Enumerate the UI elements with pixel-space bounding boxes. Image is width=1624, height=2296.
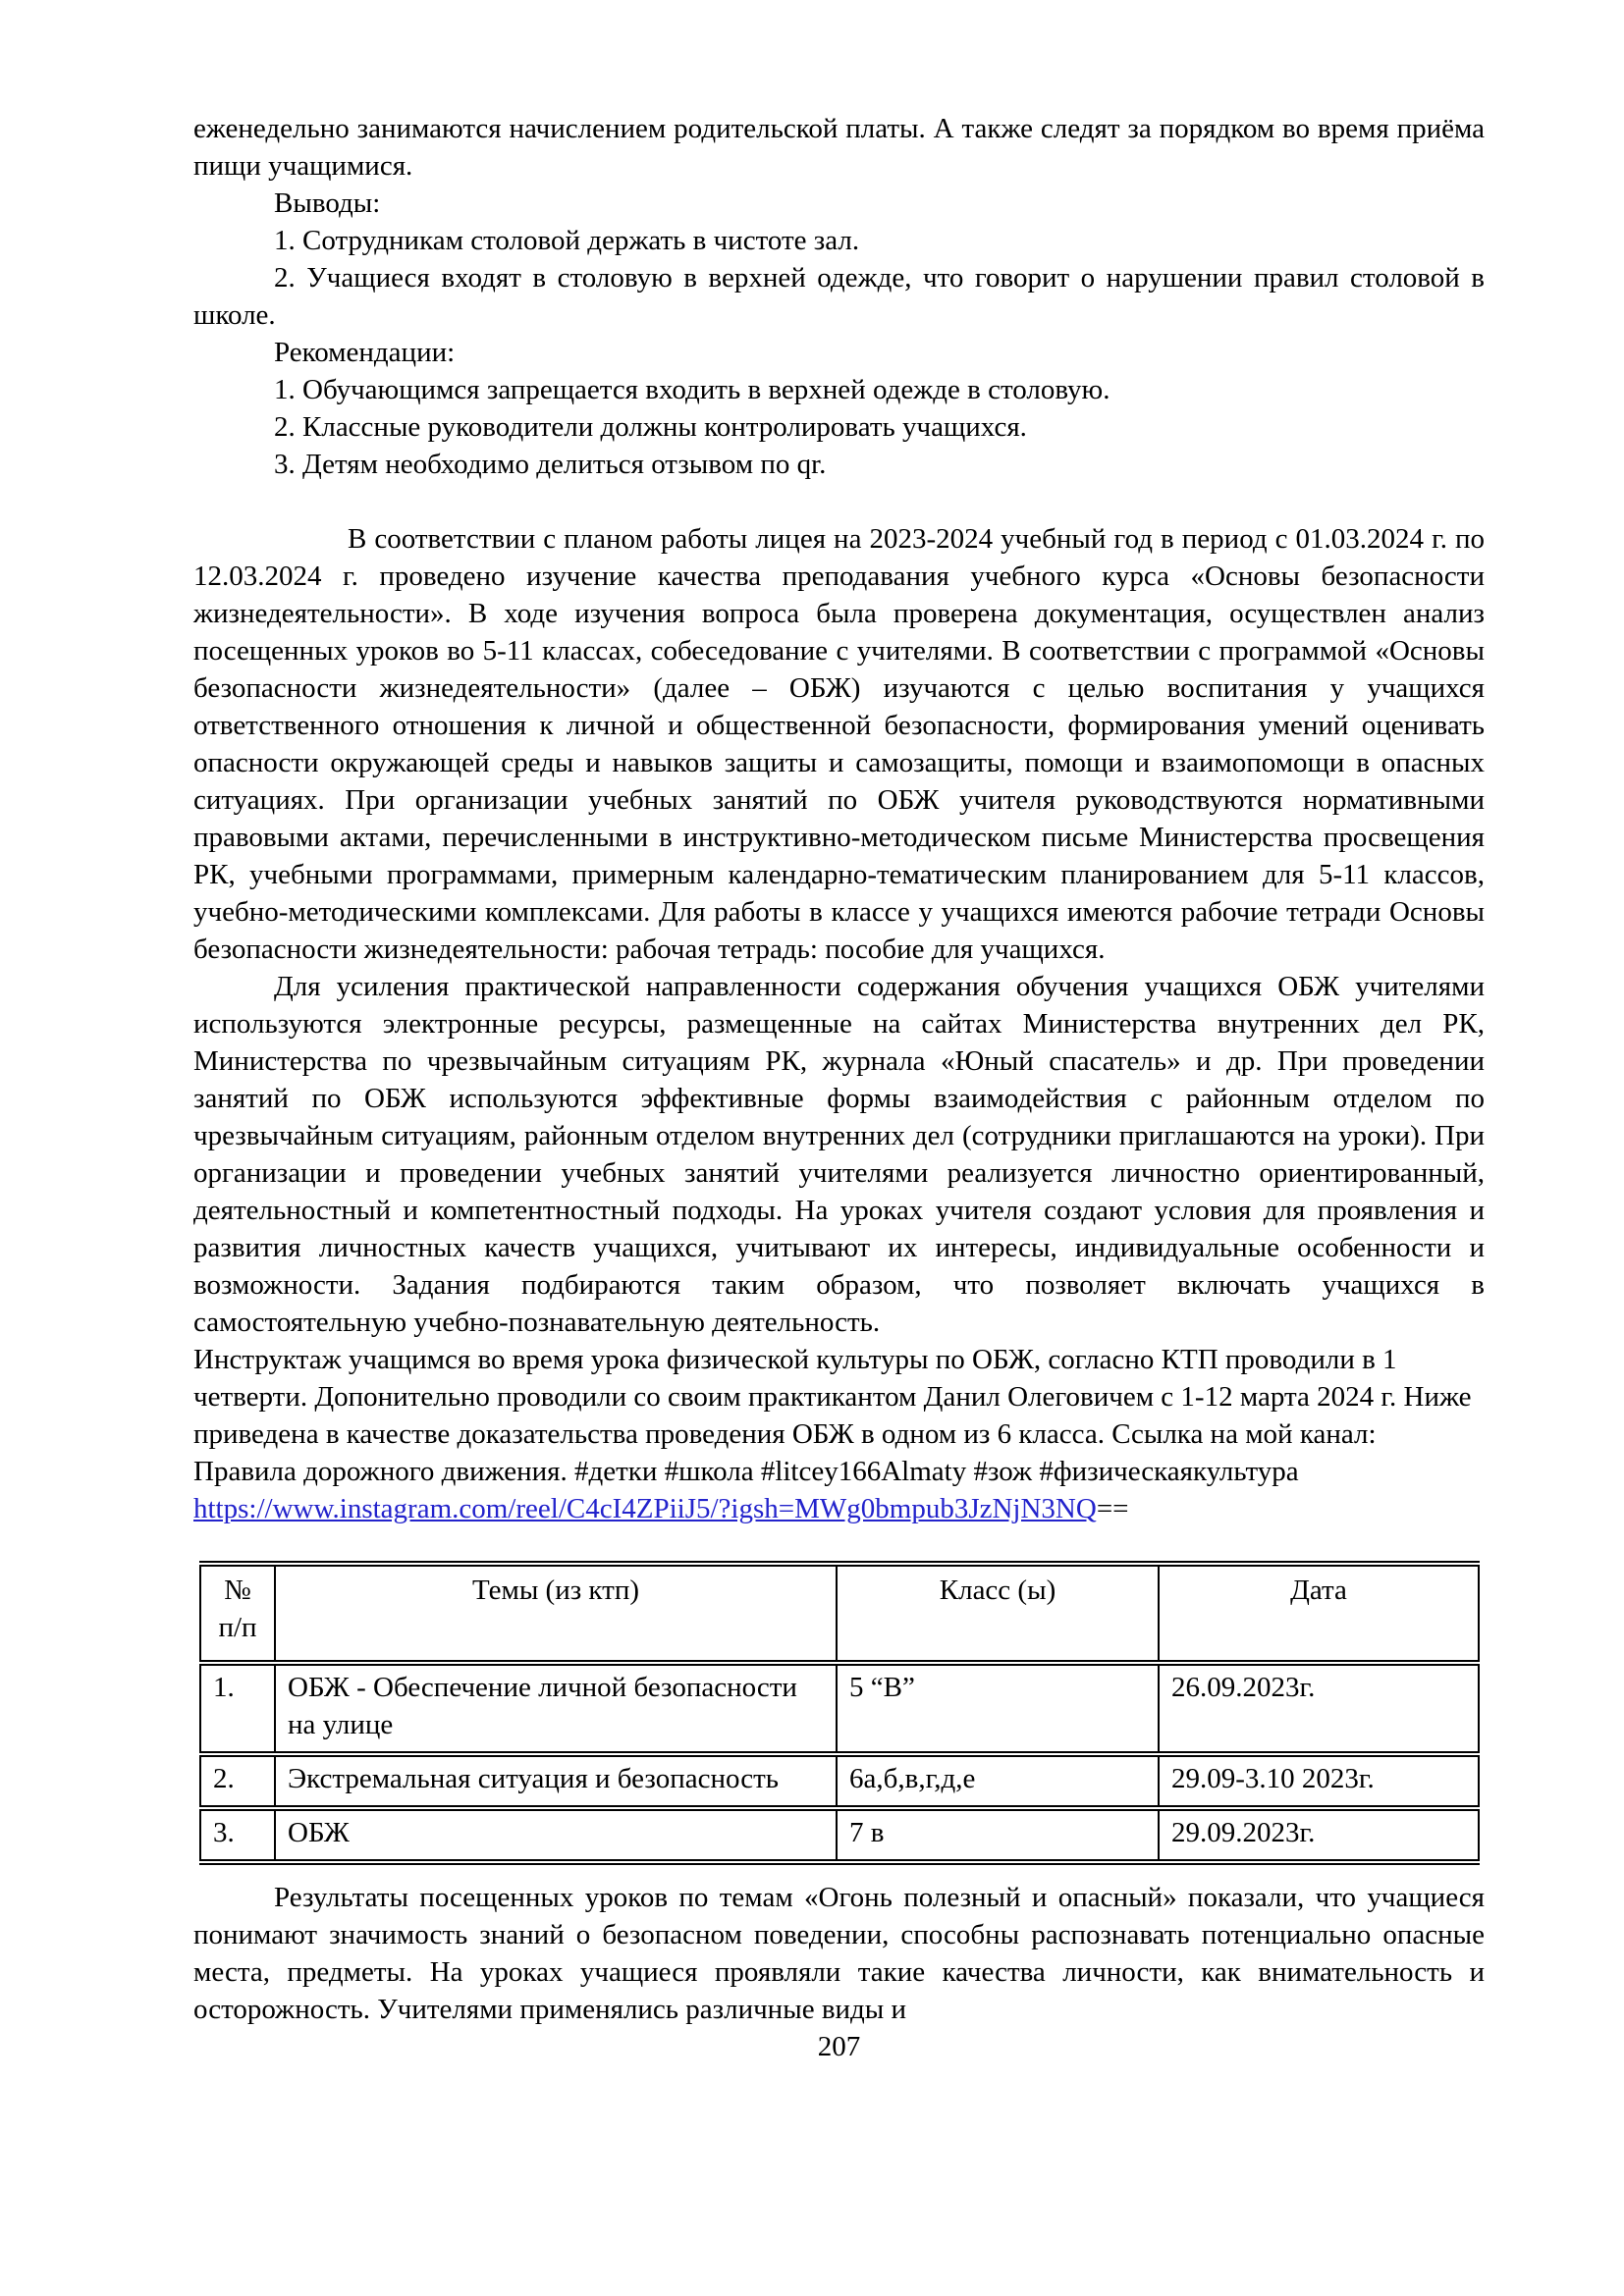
header-number: № п/п	[200, 1564, 275, 1663]
cell-date: 29.09.2023г.	[1159, 1808, 1479, 1862]
table-row	[200, 1754, 1479, 1808]
conclusion-item: 1. Сотрудникам столовой держать в чистоте зал.	[274, 225, 860, 256]
recommendation-item: 3. Детям необходимо делиться отзывом по qr.	[274, 449, 827, 480]
ktp-lessons-table	[199, 1561, 1480, 1865]
cell-topic: ОБЖ - Обеспечение личной безопасности на улице	[275, 1663, 837, 1754]
header-date: Дата	[1159, 1564, 1479, 1663]
cell-date: 26.09.2023г.	[1159, 1663, 1479, 1754]
page-number: 207	[817, 2031, 861, 2062]
table-row	[200, 1663, 1479, 1754]
paragraph-canteen: еженедельно занимаются начислением родительской платы. А также следят за порядком во время приёма пищи учащимися.	[193, 113, 1485, 182]
header-topics: Темы (из ктп)	[275, 1564, 837, 1663]
cell-classes: 7 в	[837, 1808, 1159, 1862]
cell-number: 3.	[200, 1808, 275, 1862]
conclusions-label: Выводы:	[274, 187, 381, 219]
paragraph-results: Результаты посещенных уроков по темам «Огонь полезный и опасный» показали, что учащиеся понимают значимость знаний о безопасном поведении, способны распознавать потенциально опасные места, предметы. На уроках учащиеся проявляли такие качества личности, как внимательность и осторожность. Учителями применялись различные виды и	[193, 1882, 1485, 2025]
recommendation-item: 1. Обучающимся запрещается входить в верхней одежде в столовую.	[274, 374, 1110, 405]
paragraph-instructions: Инструктаж учащимся во время урока физической культуры по ОБЖ, согласно КТП проводили в 1 четверти. Допонительно проводили со своим практикантом Данил Олеговичем с 1-12 марта 2024 г. Ниже приведена в качестве доказательства проведения ОБЖ в одном из 6 класса. Ссылка на мой канал: Правила дорожного движения. #детки #школа #litcey166Almaty #зож #физическаякультура	[193, 1344, 1472, 1487]
header-classes: Класс (ы)	[837, 1564, 1159, 1663]
instagram-link[interactable]: https://www.instagram.com/reel/C4cI4ZPiiJ5/?igsh=MWg0bmpub3JzNjN3NQ	[193, 1493, 1097, 1524]
table-row	[200, 1808, 1479, 1862]
cell-date: 29.09-3.10 2023г.	[1159, 1754, 1479, 1808]
cell-topic: ОБЖ	[275, 1808, 837, 1862]
paragraph-obzh-practice: Для усиления практической направленности содержания обучения учащихся ОБЖ учителями используются электронные ресурсы, размещенные на сайтах Министерства внутренних дел РК, Министерства по чрезвычайным ситуациям РК, журнала «Юный спасатель» и др. При проведении занятий по ОБЖ используются эффективные формы взаимодействия с районным отделом по чрезвычайным ситуациям, районным отделом внутренних дел (сотрудники приглашаются на уроки). При организации и проведении учебных занятий учителями реализуется личностно ориентированный, деятельностный и компетентностный подходы. На уроках учителя создают условия для проявления и развития личностных качеств учащихся, учитывают их интересы, индивидуальные особенности и возможности. Задания подбираются таким образом, что позволяет включать учащихся в самостоятельную учебно-познавательную деятельность.	[193, 971, 1485, 1338]
recommendations-label: Рекомендации:	[274, 337, 456, 368]
cell-classes: 5 “В”	[837, 1663, 1159, 1754]
cell-classes: 6а,б,в,г,д,е	[837, 1754, 1159, 1808]
link-suffix: ==	[1096, 1493, 1129, 1524]
cell-number: 1.	[200, 1663, 275, 1754]
link-line	[193, 1490, 1485, 1527]
blank-line	[193, 483, 1485, 520]
table-header-row	[200, 1564, 1479, 1663]
conclusion-item: 2. Учащиеся входят в столовую в верхней одежде, что говорит о нарушении правил столовой в школе.	[193, 262, 1485, 331]
recommendation-item: 2. Классные руководители должны контролировать учащихся.	[274, 411, 1027, 443]
paragraph-obzh-overview: В соответствии с планом работы лицея на 2023-2024 учебный год в период с 01.03.2024 г. по 12.03.2024 г. проведено изучение качества преподавания учебного курса «Основы безопасности жизнедеятельности». В ходе изучения вопроса была проверена документация, осуществлен анализ посещенных уроков во 5-11 классах, собеседование с учителями. В соответствии с программой «Основы безопасности жизнедеятельности» (далее – ОБЖ) изучаются с целью воспитания у учащихся ответственного отношения к личной и общественной безопасности, формирования умений оценивать опасности окружающей среды и навыков защиты и самозащиты, помощи и взаимопомощи в опасных ситуациях. При организации учебных занятий по ОБЖ учителя руководствуются нормативными правовыми актами, перечисленными в инструктивно-методическом письме Министерства просвещения РК, учебными программами, примерным календарно-тематическим планированием для 5-11 классов, учебно-методическими комплексами. Для работы в классе у учащихся имеются рабочие тетради Основы безопасности жизнедеятельности: рабочая тетрадь: пособие для учащихся.	[193, 523, 1485, 965]
cell-number: 2.	[200, 1754, 275, 1808]
cell-topic: Экстремальная ситуация и безопасность	[275, 1754, 837, 1808]
